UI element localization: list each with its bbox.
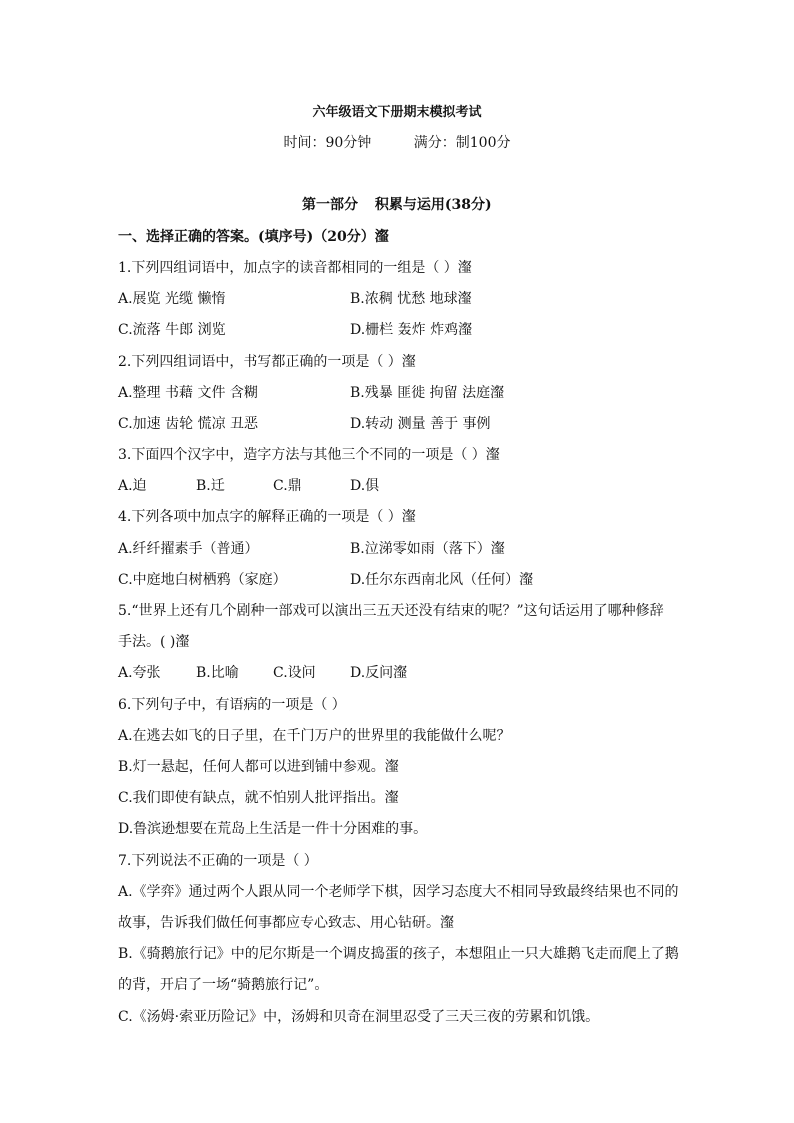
question-5-stem-line-1: 5.“世界上还有几个剧种一部戏可以演出三五天还没有结束的呢？”这句话运用了哪种修辞 [118, 603, 664, 619]
question-4-stem: 4.下列各项中加点字的解释正确的一项是（ ）瀣 [118, 509, 416, 525]
question-3-stem: 3.下面四个汉字中，造字方法与其他三个不同的一项是（ ）瀣 [118, 447, 500, 463]
question-7-option-c: C.《汤姆·索亚历险记》中，汤姆和贝奇在洞里忍受了三天三夜的劳累和饥饿。 [118, 1009, 600, 1025]
section-heading: 一、选择正确的答案。(填序号)（20分）瀣 [118, 229, 389, 245]
question-1-option-c: C.流落 牛郎 浏览 [118, 322, 226, 338]
question-2-option-b: B.残暴 匪徙 拘留 法庭瀣 [350, 385, 505, 401]
question-5-stem-line-2: 手法。( )瀣 [118, 634, 190, 650]
question-2-option-a: A.整理 书藉 文件 含糊 [118, 385, 258, 401]
question-4-option-c: C.中庭地白树栖鸦（家庭） [118, 572, 287, 588]
question-2-option-c: C.加速 齿轮 慌凉 丑恶 [118, 416, 259, 432]
question-6-option-c: C.我们即使有缺点，就不怕别人批评指出。瀣 [118, 790, 399, 806]
question-3-option-a: A.迫 [118, 478, 147, 494]
question-5-option-c: C.设问 [273, 665, 316, 681]
question-6-stem: 6.下列句子中，有语病的一项是（ ） [118, 697, 346, 713]
part-heading-number: 第一部分 [302, 197, 358, 213]
exam-time: 时间：90分钟 [283, 135, 372, 151]
question-6-option-d: D.鲁滨逊想要在荒岛上生活是一件十分困难的事。 [118, 821, 428, 837]
question-6-option-a: A.在逃去如飞的日子里，在千门万户的世界里的我能做什么呢？ [118, 728, 511, 744]
question-4-option-a: A.纤纤擢素手（普通） [118, 541, 259, 557]
question-7-option-a-line-1: A.《学弈》通过两个人跟从同一个老师学下棋，因学习态度大不相同导致最终结果也不同的 [118, 884, 679, 900]
question-1-stem: 1.下列四组词语中，加点字的读音都相同的一组是（ ）瀣 [118, 260, 472, 276]
question-7-option-a-line-2: 故事，告诉我们做任何事都应专心致志、用心钻研。瀣 [118, 915, 454, 931]
question-3-option-b: B.迁 [196, 478, 225, 494]
question-2-option-d: D.转动 测量 善于 事例 [350, 416, 491, 432]
question-5-option-b: B.比喻 [196, 665, 239, 681]
question-5-option-d: D.反问瀣 [350, 665, 408, 681]
part-heading [302, 196, 492, 214]
question-2-stem: 2.下列四组词语中，书写都正确的一项是（ ）瀣 [118, 354, 416, 370]
question-7-option-b-line-2: 的背，开启了一场“骑鹅旅行记”。 [118, 977, 329, 993]
exam-title: 六年级语文下册期末模拟考试 [312, 105, 482, 120]
question-4-option-d: D.任尔东西南北风（任何）瀣 [350, 572, 534, 588]
exam-info [0, 134, 794, 152]
question-5-option-a: A.夸张 [118, 665, 161, 681]
question-1-option-b: B.浓稠 忧愁 地球瀣 [350, 291, 472, 307]
question-1-option-d: D.栅栏 轰炸 炸鸡瀣 [350, 322, 473, 338]
exam-score: 满分：制100分 [413, 135, 511, 151]
question-3-option-d: D.俱 [350, 478, 380, 494]
question-3-option-c: C.鼎 [273, 478, 302, 494]
question-6-option-b: B.灯一悬起，任何人都可以进到铺中参观。瀣 [118, 759, 399, 775]
question-4-option-b: B.泣涕零如雨（落下）瀣 [350, 541, 505, 557]
question-7-stem: 7.下列说法不正确的一项是（ ） [118, 853, 318, 869]
question-1-option-a: A.展览 光缆 懒惰 [118, 291, 226, 307]
part-heading-sub: 积累与运用(38分) [374, 197, 492, 213]
question-7-option-b-line-1: B.《骑鹅旅行记》中的尼尔斯是一个调皮捣蛋的孩子，本想阻止一只大雄鹅飞走而爬上了鹅 [118, 946, 679, 962]
